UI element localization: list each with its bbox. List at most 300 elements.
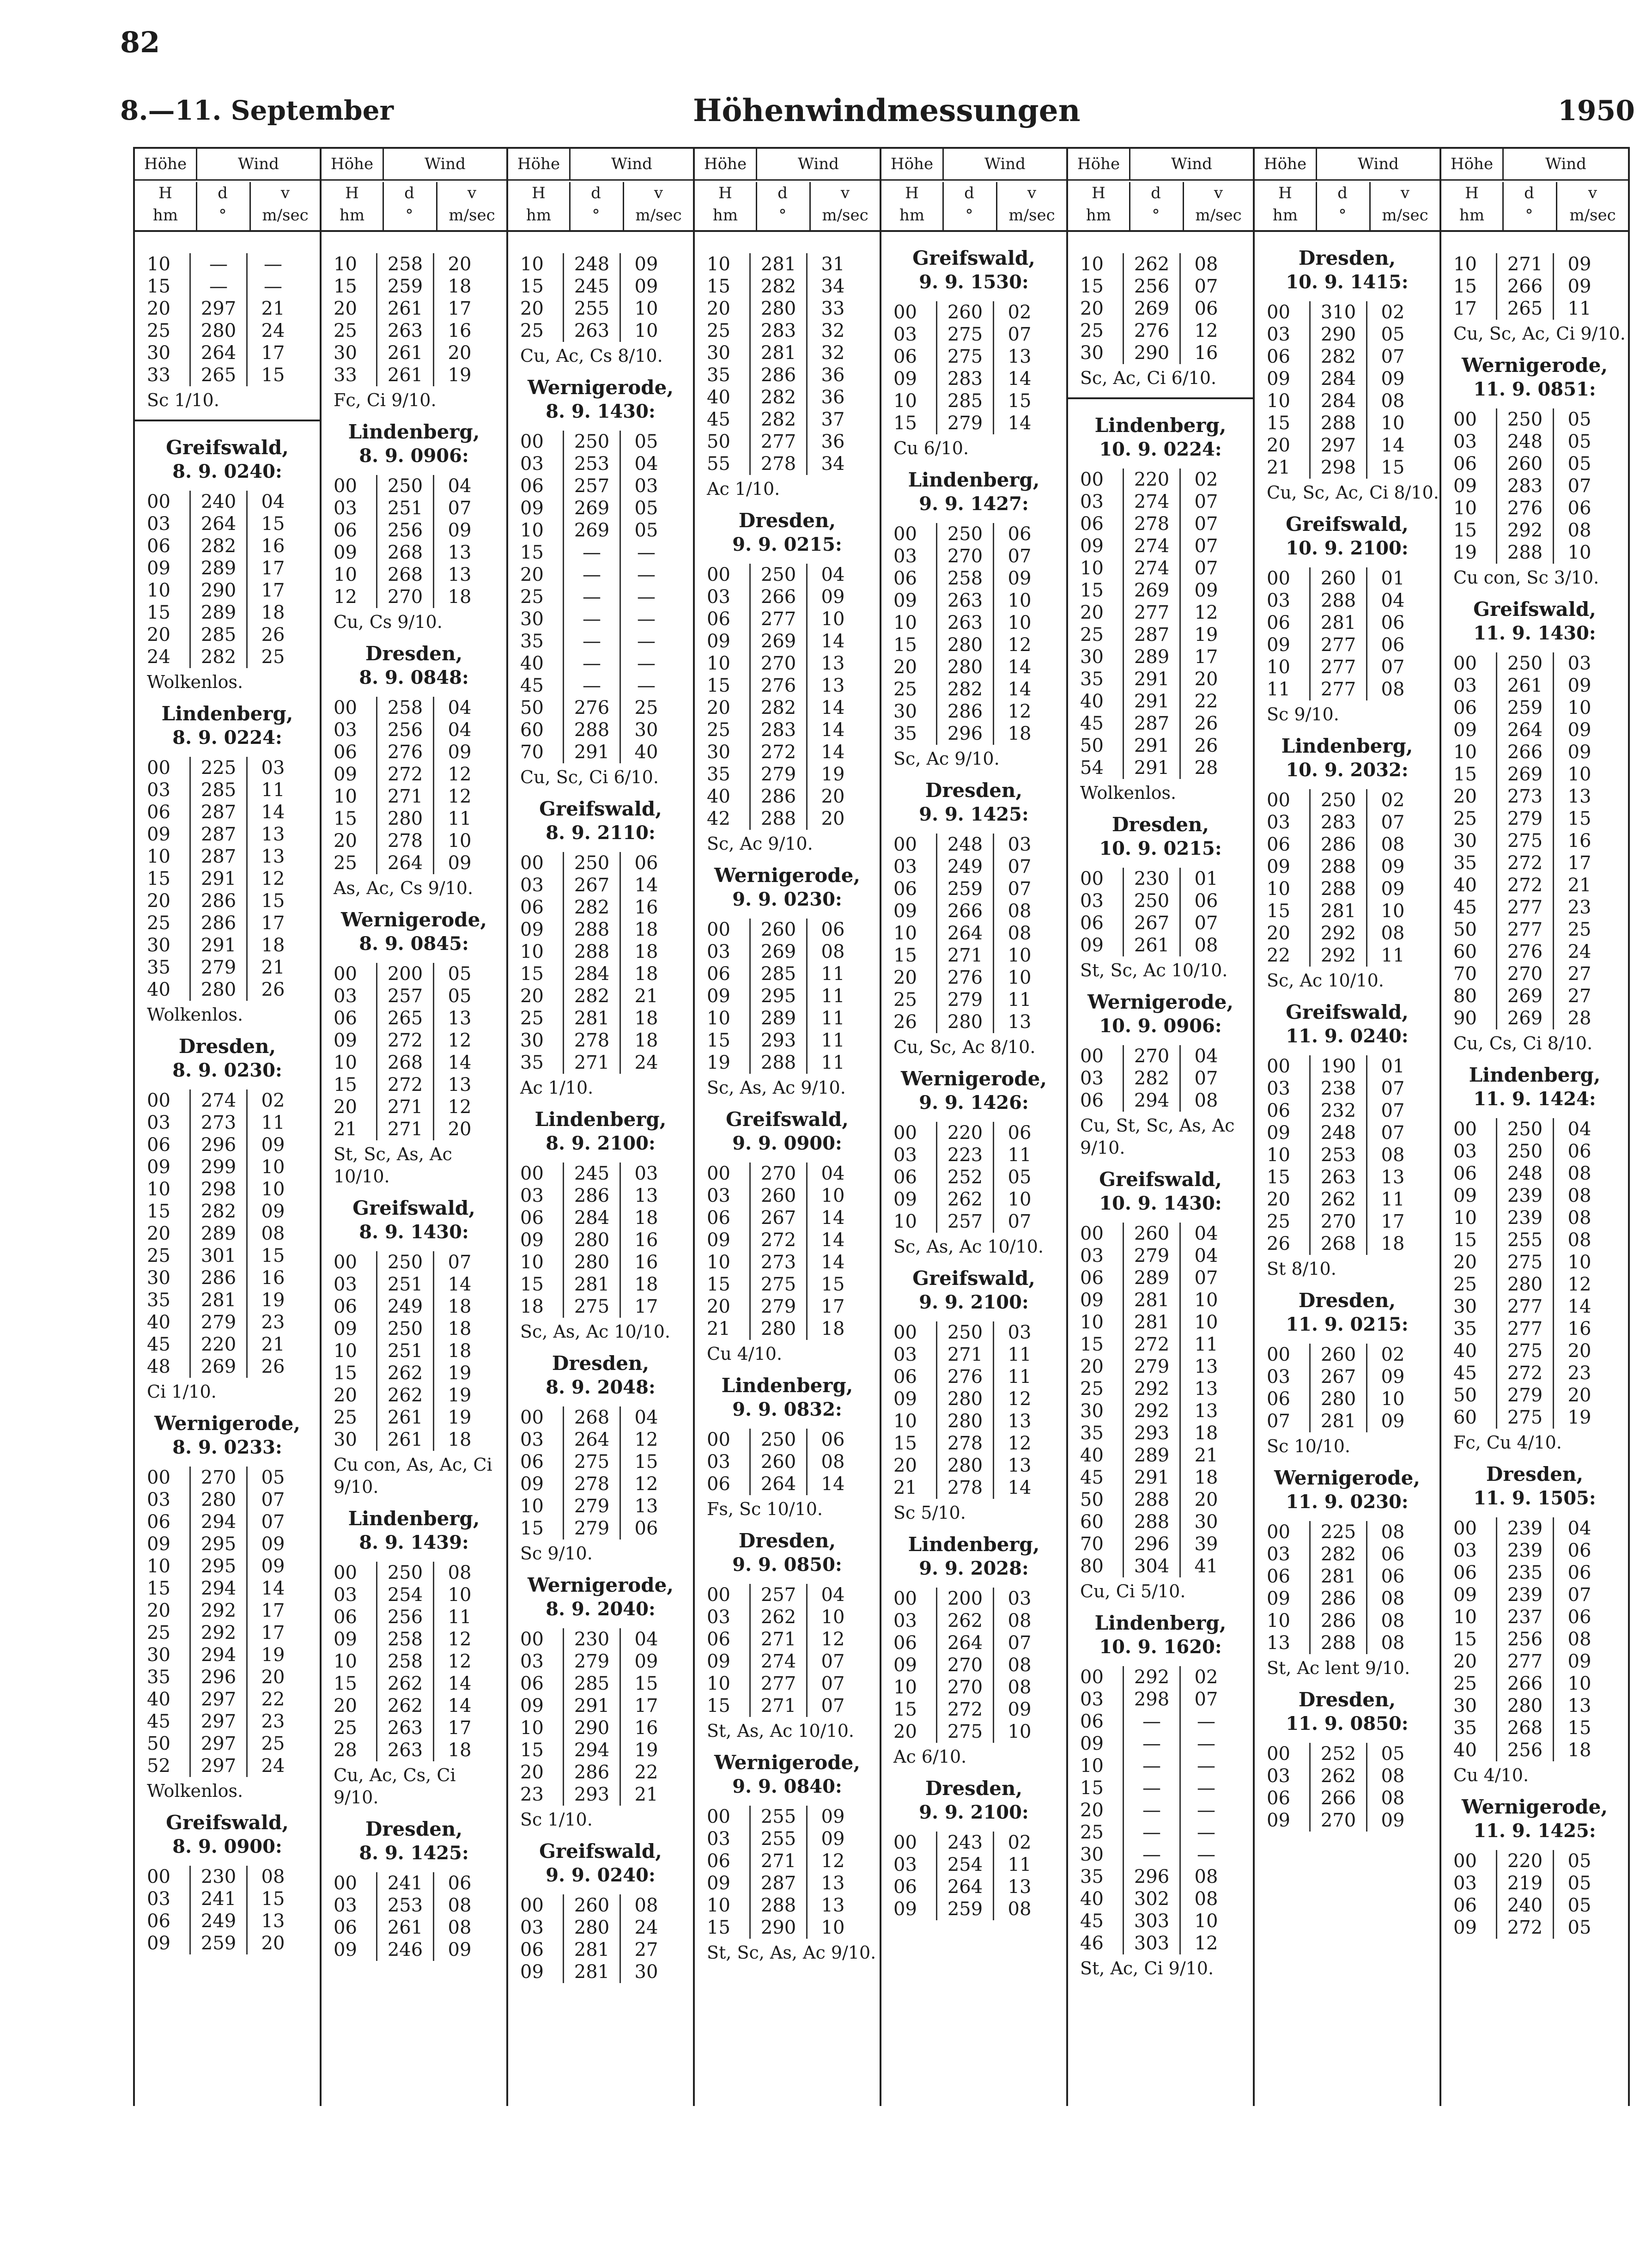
table-row [1080,275,1232,298]
speed-cell: 03 [620,475,672,497]
speed-cell: 13 [994,346,1045,368]
table-row [1080,1666,1232,1688]
height-cell: 25 [1267,1211,1290,1232]
height-cell: 03 [1267,324,1290,345]
cloud-note: Ac 6/10. [893,1747,967,1767]
height-cell: 15 [334,1363,357,1384]
speed-cell: 15 [620,1673,672,1695]
table-row [334,342,485,364]
station-time: 9. 9. 1425: [919,803,1029,825]
table-row [334,1052,485,1074]
table-row [520,941,672,963]
direction-cell: 219 [1497,1872,1554,1894]
header-hoehe: Höhe [695,149,757,181]
station-time: 8. 9. 0233: [172,1436,282,1458]
direction-cell: 241 [377,1872,434,1894]
height-cell: 00 [334,475,357,497]
speed-cell: 14 [807,1207,859,1229]
direction-cell: 281 [564,1939,620,1961]
direction-cell: 245 [564,1162,620,1185]
direction-cell: 287 [190,846,247,868]
station-name: Wernigerode, [1461,1795,1608,1818]
direction-cell: 264 [377,852,434,874]
table-row [1080,912,1232,934]
height-cell: 09 [893,368,917,390]
direction-cell: 248 [564,253,620,275]
table-row [707,763,858,785]
header-ms: m/sec [1008,206,1055,225]
station-time: 11. 9. 1430: [1473,622,1596,644]
height-cell: 00 [1080,1223,1104,1244]
speed-cell: 04 [1554,1118,1605,1140]
direction-cell: 296 [190,1134,247,1156]
speed-cell: 10 [1367,412,1419,434]
table-row [520,1761,672,1783]
table-row [893,1632,1045,1654]
height-cell: 06 [1267,834,1290,855]
height-cell: 00 [520,852,544,874]
table-row [147,275,298,298]
table-row [893,301,1045,323]
height-cell: 20 [147,890,170,912]
height-cell: 15 [707,276,730,297]
speed-cell: 23 [247,1311,299,1333]
cloud-note: Sc 1/10. [520,1809,593,1830]
height-cell: 00 [1080,868,1104,889]
direction-cell: 255 [750,1806,807,1828]
station-time: 10. 9. 0215: [1099,838,1222,859]
speed-cell: 13 [1367,1166,1419,1188]
speed-cell: 11 [807,1029,859,1052]
observation-table [520,1162,672,1318]
table-row [1080,1067,1232,1089]
table-row [1080,1710,1232,1733]
station-time: 9. 9. 0832: [732,1399,842,1420]
speed-cell: 08 [1367,1765,1419,1787]
height-cell: 25 [1080,1378,1104,1400]
height-cell: 03 [707,586,730,608]
table-row [707,963,858,985]
direction-cell: 284 [1310,368,1367,390]
station-name: Lindenberg, [161,702,293,725]
height-cell: 25 [1080,624,1104,645]
direction-cell: 255 [564,298,620,320]
speed-cell: 08 [434,1562,486,1584]
table-row [520,275,672,298]
table-row [334,542,485,564]
height-cell: 06 [1080,1711,1104,1732]
column-body [322,232,506,1961]
direction-cell: 200 [937,1588,994,1610]
station-name: Greifswald, [539,1840,662,1862]
table-row [707,564,858,586]
direction-cell: 286 [750,785,807,808]
height-cell: 10 [1080,558,1104,579]
height-cell: 30 [1453,1296,1477,1317]
direction-cell: 292 [1310,944,1367,967]
height-cell: 09 [1080,536,1104,557]
column-body [1441,232,1628,1939]
direction-cell: 281 [1310,900,1367,922]
speed-cell: 23 [247,1710,299,1733]
station-block [135,1411,320,1802]
direction-cell: 269 [564,497,620,519]
speed-cell: 09 [1554,253,1605,275]
height-cell: 15 [147,1201,170,1222]
table-row [893,1588,1045,1610]
table-row [147,1333,298,1356]
height-cell: 09 [1267,368,1290,390]
speed-cell: 37 [807,408,859,431]
height-cell: 03 [520,1917,544,1938]
table-row [893,590,1045,612]
direction-cell: 291 [1124,735,1180,757]
speed-cell: 12 [620,1429,672,1451]
direction-cell: 239 [1497,1185,1554,1207]
cloud-note: Sc, Ac 9/10. [893,749,1000,769]
direction-cell: 281 [564,1007,620,1029]
header-d: d [964,184,974,202]
station-name: Wernigerode, [900,1067,1047,1090]
height-cell: 15 [1453,764,1477,785]
table-row [1453,1717,1605,1739]
height-cell: 06 [893,1167,917,1188]
height-cell: 09 [520,1229,544,1251]
height-cell: 60 [520,719,544,741]
height-cell: 35 [893,723,917,744]
direction-cell: 281 [564,1961,620,1983]
height-cell: 09 [893,590,917,611]
direction-cell: 232 [1310,1100,1367,1122]
station-time: 9. 9. 1530: [919,271,1029,293]
direction-cell: 269 [1497,763,1554,785]
height-cell: 03 [147,1888,170,1910]
direction-cell: 280 [564,1917,620,1939]
height-cell: 11 [1267,679,1290,700]
table-row [893,1388,1045,1410]
table-row [707,1162,858,1185]
direction-cell: 282 [1310,1543,1367,1565]
speed-cell: 13 [994,1011,1045,1033]
direction-cell: — [564,564,620,586]
speed-cell: 14 [994,656,1045,678]
station-block [1068,990,1253,1159]
height-cell: 00 [520,1163,544,1184]
station-name: Wernigerode, [527,1574,674,1596]
direction-cell: 270 [937,1676,994,1698]
speed-cell: 02 [1180,469,1232,491]
header-d: d [1337,184,1348,202]
table-row [520,1273,672,1296]
station-block [881,1066,1066,1258]
table-row [707,1007,858,1029]
table-row [1453,1318,1605,1340]
table-row [520,852,672,874]
speed-cell: 05 [1554,453,1605,475]
speed-cell: 17 [247,579,299,602]
speed-cell: 07 [434,1251,486,1273]
table-row [1267,1521,1418,1543]
column-body [881,232,1066,1920]
direction-cell: 265 [190,364,247,386]
cloud-note: Sc 5/10. [893,1503,966,1523]
station-block [1255,1000,1439,1280]
cloud-note: Sc, As, Ac 10/10. [520,1321,670,1342]
direction-cell: 250 [937,1321,994,1344]
table-row [334,497,485,519]
direction-cell: 280 [937,1455,994,1477]
table-row [1267,1366,1418,1388]
station-name: Wernigerode, [527,376,674,399]
observation-table [147,1866,298,1954]
header-d-unit [944,182,995,230]
direction-cell: 286 [190,1267,247,1289]
table-row [707,1606,858,1628]
speed-cell: 04 [1180,1045,1232,1067]
direction-cell: 277 [1497,1296,1554,1318]
height-cell: 40 [147,979,170,1000]
table-row [1453,919,1605,941]
block-separator [1068,397,1253,399]
table-row [334,763,485,785]
direction-cell: 264 [937,922,994,944]
speed-cell: 10 [994,967,1045,989]
table-row [147,934,298,956]
station-block [135,701,320,1026]
height-cell: 00 [520,1895,544,1916]
height-cell: 50 [1080,735,1104,756]
height-cell: 09 [147,1534,170,1555]
table-row [147,956,298,979]
table-row [334,985,485,1007]
station-time: 10. 9. 0224: [1099,438,1222,460]
header-v-unit [623,182,693,230]
header-deg: ° [1338,206,1347,225]
speed-cell: 13 [247,846,299,868]
speed-cell: 05 [1554,408,1605,431]
direction-cell: 269 [750,941,807,963]
direction-cell: 250 [1497,652,1554,675]
height-cell: 00 [1453,1119,1477,1140]
table-row [707,1473,858,1495]
table-row [1267,922,1418,944]
speed-cell: 12 [807,1850,859,1872]
speed-cell: 04 [434,719,486,741]
table-row [1080,602,1232,624]
table-row [520,586,672,608]
height-cell: 00 [1080,1667,1104,1688]
direction-cell: 295 [750,985,807,1007]
direction-cell: 274 [1124,491,1180,513]
table-row [1267,1166,1418,1188]
table-row [707,364,858,386]
height-cell: 15 [893,1433,917,1454]
direction-cell: 279 [1124,1245,1180,1267]
speed-cell: 14 [807,1229,859,1251]
direction-cell: 270 [937,545,994,567]
speed-cell: 13 [994,1455,1045,1477]
table-row [147,1311,298,1333]
height-cell: 21 [707,1318,730,1339]
height-cell: 22 [1267,945,1290,966]
speed-cell: 12 [247,868,299,890]
direction-cell: 275 [1497,1340,1554,1362]
table-row [1080,342,1232,364]
table-row [893,634,1045,656]
observation-table [1453,1517,1605,1761]
speed-cell: 17 [247,557,299,579]
direction-cell: 288 [564,719,620,741]
station-time: 11. 9. 0850: [1286,1713,1409,1735]
height-cell: 00 [147,491,170,512]
direction-cell: 278 [937,1477,994,1499]
height-cell: 15 [334,276,357,297]
direction-cell: 280 [937,634,994,656]
height-cell: 40 [1453,1740,1477,1761]
table-row [334,830,485,852]
table-row [1267,811,1418,834]
direction-cell: 281 [1124,1311,1180,1333]
direction-cell: 297 [190,1733,247,1755]
height-cell: 70 [520,742,544,763]
height-cell: 42 [707,808,730,829]
direction-cell: 283 [750,320,807,342]
station-time: 9. 9. 2100: [919,1291,1029,1313]
speed-cell: 07 [1180,513,1232,535]
station-block [1068,812,1253,981]
observation-table [1453,1850,1605,1939]
direction-cell: 277 [750,1673,807,1695]
height-cell: 33 [334,365,357,386]
height-cell: 03 [707,1185,730,1206]
height-cell: 03 [707,1451,730,1473]
speed-cell: 07 [994,545,1045,567]
cloud-note: Sc 1/10. [147,390,219,410]
station-time: 9. 9. 0840: [732,1776,842,1797]
table-row [1080,1311,1232,1333]
cloud-note: Wolkenlos. [147,672,243,692]
speed-cell: 10 [994,612,1045,634]
height-cell: 15 [893,1699,917,1720]
speed-cell: 13 [994,1410,1045,1432]
station-time: 9. 9. 0230: [732,889,842,910]
speed-cell: 08 [620,1894,672,1917]
station-time: 10. 9. 0906: [1099,1015,1222,1037]
table-row [707,1429,858,1451]
table-row [520,1495,672,1517]
table-row [893,1898,1045,1920]
speed-cell: 07 [1180,491,1232,513]
table-row [893,878,1045,900]
direction-cell: — [1124,1777,1180,1799]
table-row [520,1473,672,1495]
speed-cell: 28 [1554,1007,1605,1029]
station-time: 8. 9. 0240: [172,461,282,482]
height-cell: 80 [1453,986,1477,1007]
speed-cell: 41 [1180,1555,1232,1577]
table-row [147,1245,298,1267]
direction-cell: 282 [937,678,994,700]
station-time: 11. 9. 0230: [1286,1491,1409,1513]
speed-cell: 08 [994,1676,1045,1698]
height-cell: 00 [893,1322,917,1343]
direction-cell: 268 [377,1052,434,1074]
speed-cell: 11 [1554,298,1605,320]
speed-cell: 01 [1367,1055,1419,1077]
direction-cell: 264 [190,513,247,535]
table-row [520,1961,672,1983]
height-cell: 06 [707,1473,730,1495]
table-row [707,1695,858,1717]
direction-cell: 190 [1310,1055,1367,1077]
station-block [695,863,880,1099]
speed-cell: 08 [807,1451,859,1473]
observation-table [707,1584,858,1717]
height-cell: 06 [520,1939,544,1960]
table-row [147,513,298,535]
speed-cell: 03 [247,757,299,779]
direction-cell: 270 [750,1162,807,1185]
direction-cell: 262 [750,1606,807,1628]
cloud-note: St, Ac lent 9/10. [1267,1658,1410,1678]
direction-cell: — [190,253,247,275]
table-row [147,1666,298,1688]
speed-cell: 21 [247,1333,299,1356]
speed-cell: 02 [1367,301,1419,323]
table-row [334,475,485,497]
table-row [1267,1233,1418,1255]
height-cell: 06 [1453,453,1477,475]
station-block [1068,1611,1253,1979]
speed-cell: 16 [1554,830,1605,852]
table-row [1453,719,1605,741]
table-row [520,919,672,941]
height-cell: 09 [520,498,544,519]
speed-cell: 13 [247,1910,299,1932]
height-cell: 15 [520,1740,544,1761]
table-row [1267,1632,1418,1654]
header-v-unit [436,182,506,230]
speed-cell: 17 [247,1622,299,1644]
station-block [881,1532,1066,1768]
table-row [520,564,672,586]
header-hm: hm [1459,206,1485,225]
speed-cell: 08 [1554,1628,1605,1650]
table-row [707,1584,858,1606]
direction-cell: 281 [1310,1410,1367,1432]
speed-cell: 05 [620,431,672,453]
direction-cell: 276 [1497,497,1554,519]
speed-cell: 20 [1554,1384,1605,1406]
speed-cell: 08 [1367,1632,1419,1654]
direction-cell: 289 [190,602,247,624]
speed-cell: 18 [247,934,299,956]
speed-cell: 14 [434,1273,486,1296]
direction-cell: 288 [750,1052,807,1074]
station-time: 11. 9. 1505: [1473,1487,1596,1509]
station-time: 10. 9. 1620: [1099,1636,1222,1658]
table-row [893,678,1045,700]
table-row [1267,878,1418,900]
height-cell: 06 [893,1366,917,1388]
observation-table [1267,1743,1418,1832]
table-row [1453,808,1605,830]
table-row [334,1429,485,1451]
table-row [1080,868,1232,890]
direction-cell: 220 [1497,1850,1554,1872]
height-cell: 06 [893,346,917,367]
table-row [334,1096,485,1118]
